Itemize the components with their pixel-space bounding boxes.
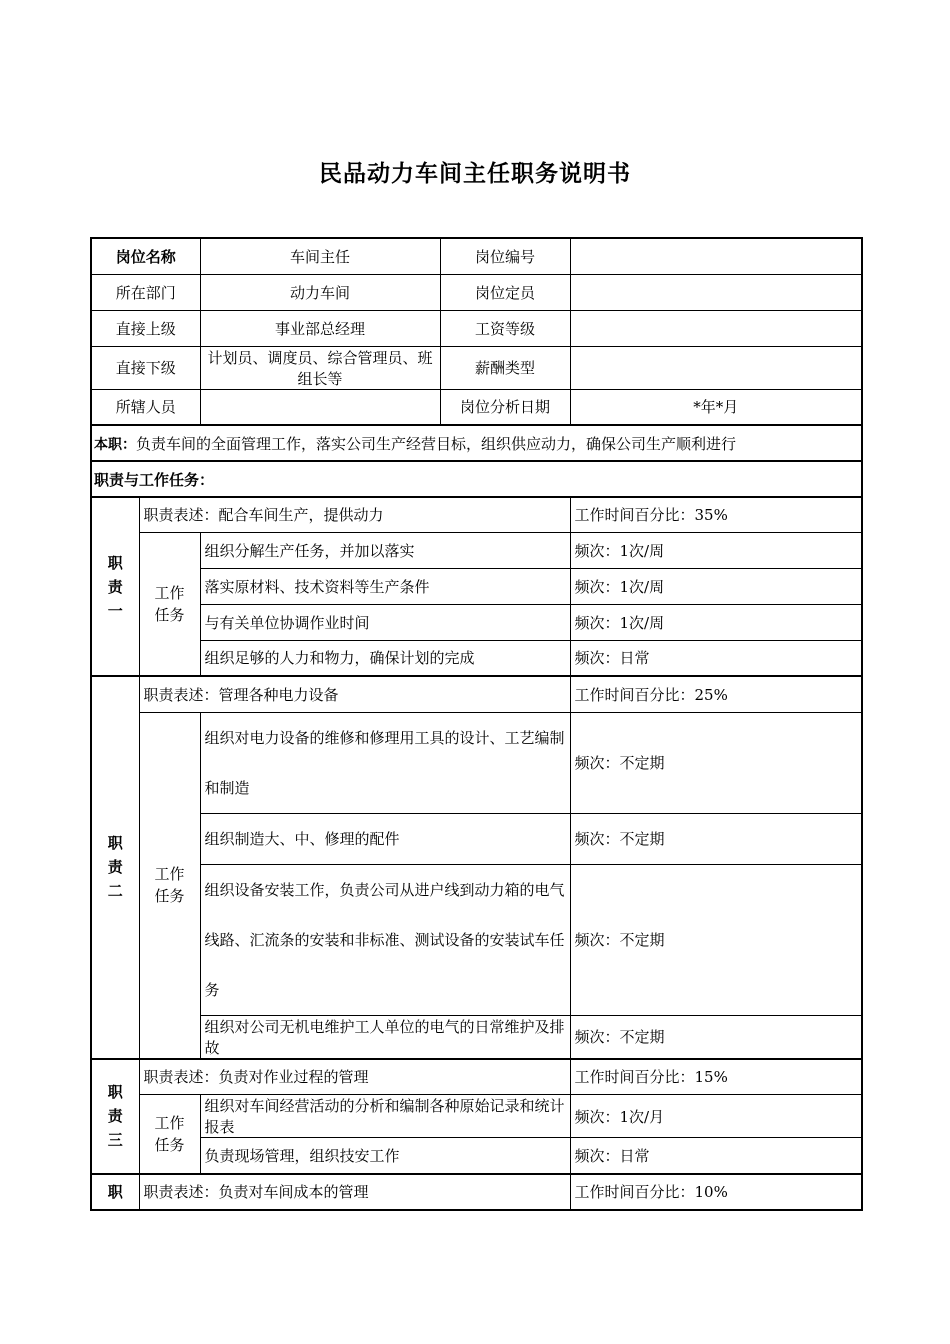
duty-1-task-4-freq: 频次：日常 [570, 640, 862, 676]
duty-1-task-1 [91, 532, 862, 568]
duty-3-task-2-freq: 频次：日常 [570, 1138, 862, 1174]
duty-3-name: 职 责 三 [91, 1059, 139, 1174]
value-pay-type [570, 346, 862, 389]
info-row-department [91, 274, 862, 310]
value-salary-grade [570, 310, 862, 346]
label-subordinates: 直接下级 [91, 346, 200, 389]
info-row-subordinates [91, 346, 862, 389]
value-headcount [570, 274, 862, 310]
label-headcount: 岗位定员 [440, 274, 570, 310]
info-row-staff [91, 389, 862, 425]
duty-3-desc: 职责表述：负责对作业过程的管理 [139, 1059, 570, 1095]
duty-3-task-1-text: 组织对车间经营活动的分析和编制各种原始记录和统计报表 [200, 1095, 570, 1138]
duty-3-percent: 工作时间百分比：15% [570, 1059, 862, 1095]
duty-1-task-3-freq: 频次：1次/周 [570, 604, 862, 640]
label-salary-grade: 工资等级 [440, 310, 570, 346]
duty-1-task-3-text: 与有关单位协调作业时间 [200, 604, 570, 640]
duty-1-desc-row [91, 497, 862, 532]
duty-2-task-1-text: 组织对电力设备的维修和修理用工具的设计、工艺编制和制造 [200, 712, 570, 813]
duty-4-desc-row [91, 1174, 862, 1210]
duty-3-desc-row [91, 1059, 862, 1095]
label-pay-type: 薪酬类型 [440, 346, 570, 389]
label-position-name: 岗位名称 [91, 238, 200, 274]
duty-2-task-3-freq: 频次：不定期 [570, 864, 862, 1015]
duty-1-percent: 工作时间百分比：35% [570, 497, 862, 532]
duty-4-percent: 工作时间百分比：10% [570, 1174, 862, 1210]
duty-1-desc: 职责表述：配合车间生产，提供动力 [139, 497, 570, 532]
duty-3-task-2 [91, 1138, 862, 1174]
main-duty-row [91, 425, 862, 461]
duty-1-task-3 [91, 604, 862, 640]
duty-1-task-label: 工作 任务 [139, 532, 200, 676]
duty-2-task-4-text: 组织对公司无机电维护工人单位的电气的日常维护及排故 [200, 1015, 570, 1059]
tasks-heading: 职责与工作任务： [91, 461, 862, 497]
duty-2-task-2-text: 组织制造大、中、修理的配件 [200, 813, 570, 864]
duty-2-desc-row [91, 676, 862, 712]
duty-2-task-3 [91, 864, 862, 1015]
duty-2-task-2 [91, 813, 862, 864]
value-subordinates: 计划员、调度员、综合管理员、班组长等 [200, 346, 440, 389]
duty-3-task-1-freq: 频次：1次/月 [570, 1095, 862, 1138]
duty-4-desc: 职责表述：负责对车间成本的管理 [139, 1174, 570, 1210]
duty-1-task-4 [91, 640, 862, 676]
duty-1-task-2 [91, 568, 862, 604]
label-superior: 直接上级 [91, 310, 200, 346]
job-description-table [90, 237, 863, 1211]
main-duty-label: 本职： [94, 436, 136, 453]
tasks-heading-row [91, 461, 862, 497]
duty-2-task-3-text: 组织设备安装工作，负责公司从进户线到动力箱的电气线路、汇流条的安装和非标准、测试设备的安装试车任务 [200, 864, 570, 1015]
duty-1-task-2-text: 落实原材料、技术资料等生产条件 [200, 568, 570, 604]
duty-2-task-4-freq: 频次：不定期 [570, 1015, 862, 1059]
duty-2-name: 职 责 二 [91, 676, 139, 1059]
label-analysis-date: 岗位分析日期 [440, 389, 570, 425]
info-row-superior [91, 310, 862, 346]
value-staff [200, 389, 440, 425]
info-row-position [91, 238, 862, 274]
main-duty [91, 425, 862, 461]
duty-2-task-2-freq: 频次：不定期 [570, 813, 862, 864]
duty-2-task-1 [91, 712, 862, 813]
value-analysis-date: *年*月 [570, 389, 862, 425]
duty-3-task-1 [91, 1095, 862, 1138]
duty-2-task-1-freq: 频次：不定期 [570, 712, 862, 813]
duty-3-task-label: 工作 任务 [139, 1095, 200, 1174]
duty-3-task-2-text: 负责现场管理，组织技安工作 [200, 1138, 570, 1174]
duty-2-task-4 [91, 1015, 862, 1059]
label-department: 所在部门 [91, 274, 200, 310]
duty-1-name: 职 责 一 [91, 497, 139, 676]
duty-4-name: 职 [91, 1174, 139, 1210]
label-staff: 所辖人员 [91, 389, 200, 425]
value-position-number [570, 238, 862, 274]
label-position-number: 岗位编号 [440, 238, 570, 274]
duty-2-task-label: 工作 任务 [139, 712, 200, 1059]
duty-1-task-1-freq: 频次：1次/周 [570, 532, 862, 568]
duty-2-desc: 职责表述：管理各种电力设备 [139, 676, 570, 712]
duty-2-percent: 工作时间百分比：25% [570, 676, 862, 712]
document-title: 民品动力车间主任职务说明书 [319, 161, 631, 187]
duty-1-task-2-freq: 频次：1次/周 [570, 568, 862, 604]
duty-1-task-1-text: 组织分解生产任务，并加以落实 [200, 532, 570, 568]
duty-1-task-4-text: 组织足够的人力和物力，确保计划的完成 [200, 640, 570, 676]
main-duty-text: 负责车间的全面管理工作，落实公司生产经营目标，组织供应动力，确保公司生产顺利进行 [136, 434, 737, 453]
value-position-name: 车间主任 [200, 238, 440, 274]
value-superior: 事业部总经理 [200, 310, 440, 346]
value-department: 动力车间 [200, 274, 440, 310]
